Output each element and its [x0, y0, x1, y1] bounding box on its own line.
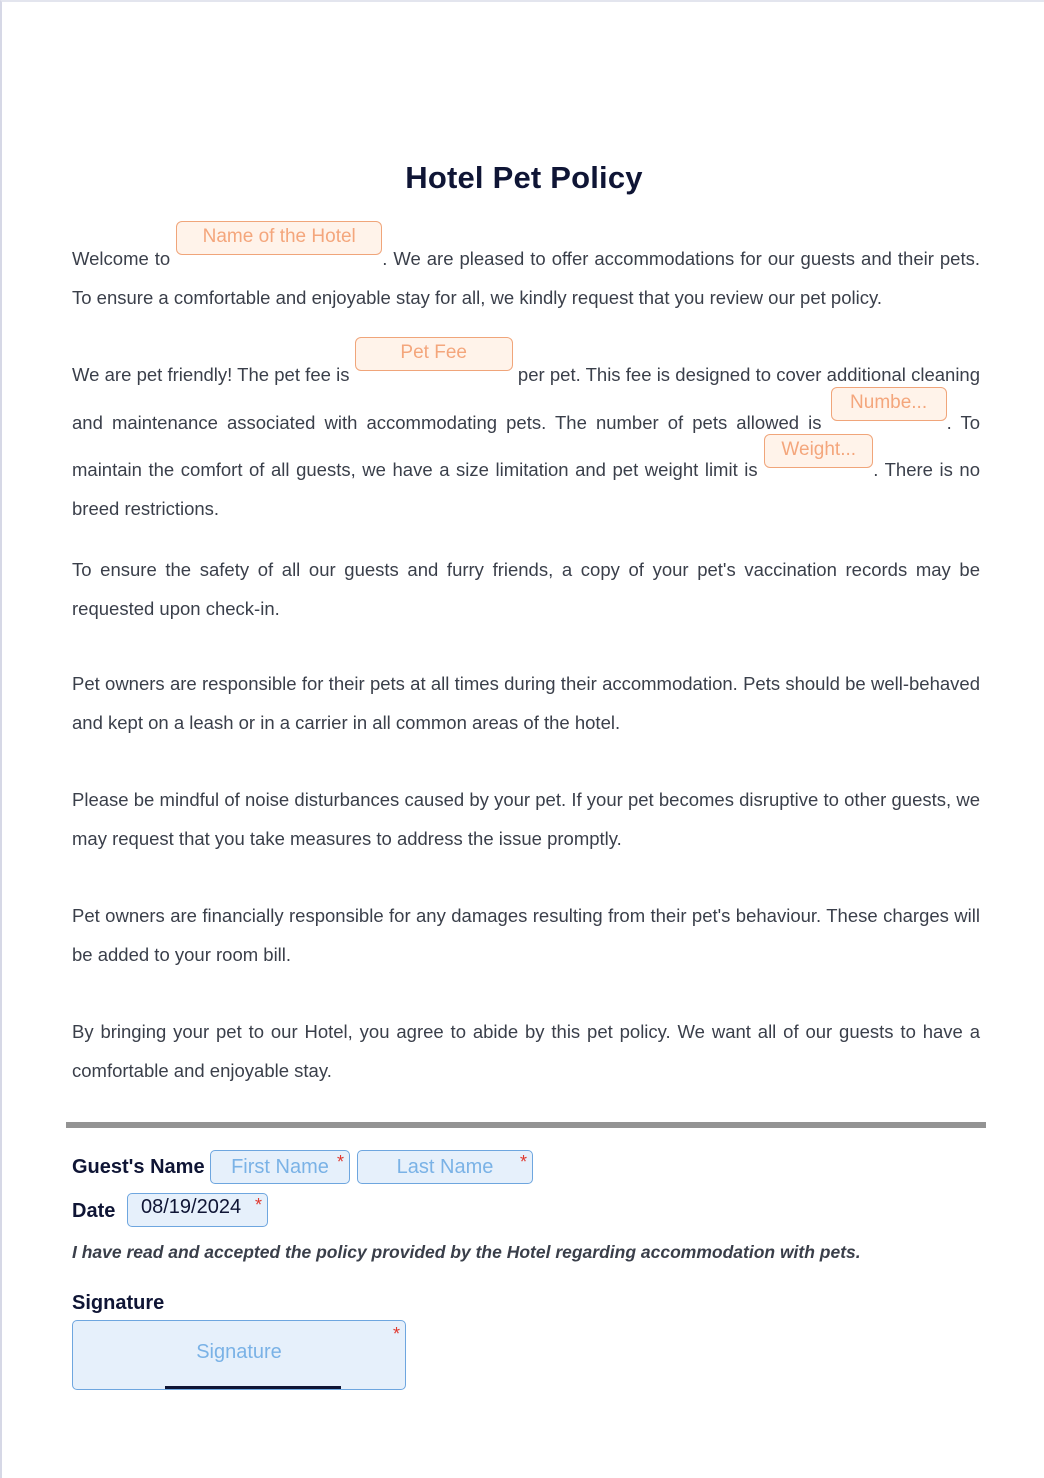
- size-limit-text: . To maintain the comfort of all guests, we have a size limitation and pet weight limit is: [72, 411, 981, 480]
- signature-line: [165, 1386, 341, 1389]
- first-name-required-mark: *: [337, 1152, 345, 1172]
- paragraph-welcome: [72, 226, 981, 317]
- fee-pre-text: We are pet friendly! The pet fee is: [72, 364, 350, 385]
- signature-label: Signature: [72, 1292, 165, 1314]
- last-name-required-mark: *: [520, 1152, 528, 1172]
- signature-field[interactable]: [72, 1320, 406, 1390]
- signature-required-mark: *: [393, 1324, 401, 1344]
- weight-limit-field[interactable]: Weight...: [764, 434, 873, 468]
- date-field[interactable]: 08/19/2024: [127, 1193, 268, 1227]
- page-title: Hotel Pet Policy: [405, 160, 643, 195]
- date-required-mark: *: [255, 1195, 263, 1215]
- welcome-pre-text: Welcome to: [72, 248, 171, 269]
- date-label: Date: [72, 1200, 116, 1222]
- paragraph-damages: Pet owners are financially responsible for any damages resulting from their pet's behaviour. These charges will be added to your room bill.: [72, 905, 980, 965]
- first-name-field[interactable]: First Name: [210, 1150, 350, 1184]
- acceptance-statement: I have read and accepted the policy provided by the Hotel regarding accommodation with pets.: [72, 1242, 861, 1262]
- section-divider: [66, 1122, 986, 1128]
- paragraph-vaccination: To ensure the safety of all our guests and furry friends, a copy of your pet's vaccination records may be requested upon check-in.: [72, 559, 980, 619]
- signature-placeholder: Signature: [196, 1341, 282, 1363]
- number-of-pets-field[interactable]: Numbe...: [831, 387, 947, 421]
- fee-mid-text: per pet. This fee is designed to cover additional cleaning and maintenance associated with accommodating pets. The number of pets allowed is: [72, 364, 981, 433]
- last-name-field[interactable]: Last Name: [357, 1150, 533, 1184]
- welcome-post-text: . We are pleased to offer accommodations for our guests and their pets. To ensure a comfortable and enjoyable stay for all, we kindly request that you review our pet policy.: [72, 248, 981, 308]
- guest-name-label: Guest's Name: [72, 1156, 205, 1178]
- breed-text: . There is no breed restrictions.: [72, 459, 981, 519]
- paragraph-agreement: By bringing your pet to our Hotel, you agree to abide by this pet policy. We want all of our guests to have a comfortable and enjoyable stay.: [72, 1021, 980, 1081]
- hotel-name-field[interactable]: Name of the Hotel: [176, 221, 382, 255]
- paragraph-responsibility: Pet owners are responsible for their pets at all times during their accommodation. Pets should be well-behaved and kept on a leash or in a carrier in all common areas of the hotel.: [72, 673, 980, 733]
- paragraph-pet-fee: [72, 342, 981, 528]
- paragraph-noise: Please be mindful of noise disturbances caused by your pet. If your pet becomes disruptive to other guests, we may request that you take measures to address the issue promptly.: [72, 789, 980, 849]
- pet-fee-field[interactable]: Pet Fee: [355, 337, 513, 371]
